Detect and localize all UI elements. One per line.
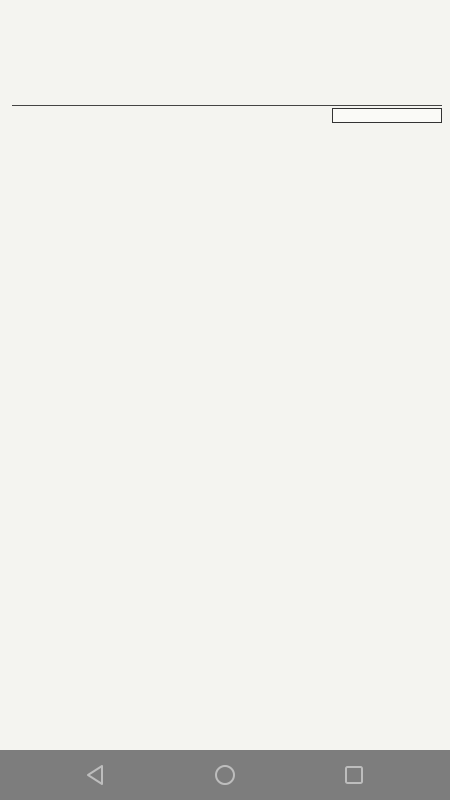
home-circle-icon[interactable] [212,762,238,788]
previous-page-footer [8,59,442,68]
recent-square-icon[interactable] [341,762,367,788]
page-footer [8,706,442,716]
section-rule [12,105,442,106]
back-triangle-icon[interactable] [83,762,109,788]
android-navigation-bar [0,750,450,800]
section-title [332,108,442,123]
